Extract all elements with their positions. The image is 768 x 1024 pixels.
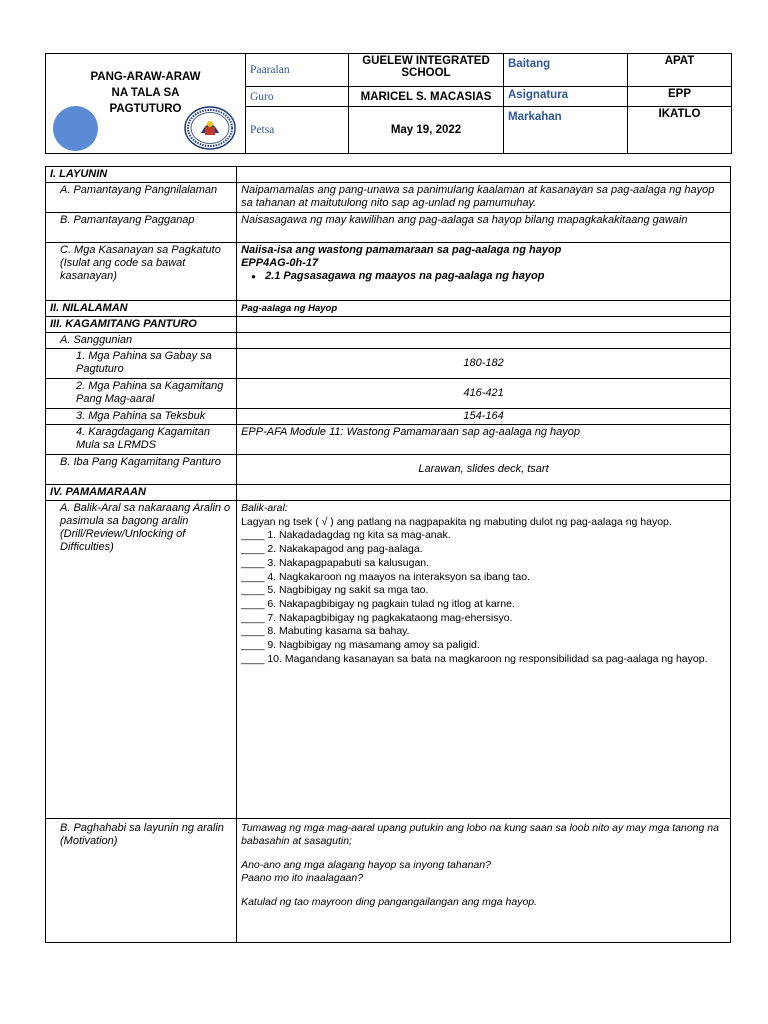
list-item: ____ 5. Nagbibigay ng sakit sa mga tao. [241,584,429,597]
asignatura-label: Asignatura [504,87,628,107]
balik-aral-label: A. Balik-Aral sa nakaraang Aralin o pasimula sa bagong aralin (Drill/Review/Unlocking of Difficulties) [46,501,237,819]
header-table [45,53,732,154]
section-kagamitan: III. KAGAMITANG PANTURO [46,317,237,333]
kasanayan-bullet: ● 2.1 Pagsasagawa ng maayos na pag-aalaga ng hayop [241,270,726,283]
petsa-value: May 19, 2022 [349,107,504,154]
list-item: ____ 10. Magandang kasanayan sa bata na magkaroon ng responsibilidad sa pag-aalaga ng hayop. [241,652,708,665]
baitang-label: Baitang [504,54,628,87]
petsa-label: Petsa [246,107,349,154]
motivation-line-3: Paano mo ito inaalagaan? [241,871,364,884]
list-item: ____ 4. Nagkakaroon ng maayos na interaksyon sa ibang tao. [241,570,531,583]
asignatura-value: EPP [628,87,732,107]
balik-aral-instruction: Lagyan ng tsek ( √ ) ang patlang na nagpapakita ng mabuting dulot ng pag-aalaga ng hayop. [241,515,672,528]
teksbuk-label: 3. Mga Pahina sa Teksbuk [46,409,237,425]
kasanayan-label: C. Mga Kasanayan sa Pagkatuto (Isulat ang code sa bawat kasanayan) [46,243,237,301]
pamantayang-pagganap-value: Naisasagawa ng may kawilihan ang pag-aalaga sa hayop bilang mapagkakakitaang gawain [237,213,731,243]
motivation-label: B. Paghahabi sa layunin ng aralin (Motivation) [46,819,237,943]
list-item: ____ 3. Nakapagpapabuti sa kalusugan. [241,556,430,569]
paaralan-label: Paaralan [246,54,349,87]
motivation-cell [237,819,731,943]
list-item: ____ 2. Nakakapagod ang pag-aalaga. [241,543,423,556]
page-title: PANG-ARAW-ARAW NA TALA SA PAGTUTURO [90,71,201,115]
list-item: ____ 6. Nakapagbibigay ng pagkain tulad ng itlog at karne. [241,597,515,610]
markahan-value: IKATLO [628,107,732,154]
blue-circle-logo [53,106,98,151]
section-nilalaman: II. NILALAMAN [46,301,237,317]
motivation-line-1: Tumawag ng mga mag-aaral upang putukin ang lobo na kung saan sa loob nito ay may mga tanong na babasahin at sasagutin; [241,822,719,847]
gabay-value: 180-182 [237,349,731,379]
header-title-cell [46,54,246,154]
list-item: ____ 7. Nakapagbibigay ng pagkakataong mag-ehersisyo. [241,611,513,624]
list-item: ____ 8. Mabuting kasama sa bahay. [241,625,410,638]
sanggunian-label: A. Sanggunian [46,333,237,349]
iba-pang-kagamitan-value: Larawan, slides deck, tsart [237,455,731,485]
kasanayan-cell [237,243,731,301]
section-layunin: I. LAYUNIN [46,167,237,183]
guro-label: Guro [246,87,349,107]
lrmds-label: 4. Karagdagang Kagamitan Mula sa LRMDS [46,425,237,455]
guro-value: MARICEL S. MACASIAS [349,87,504,107]
paaralan-value: GUELEW INTEGRATED SCHOOL [349,54,504,87]
list-item: ____ 9. Nagbibigay ng masamang amoy sa paligid. [241,639,480,652]
kagamitang-mag-aaral-value: 416-421 [237,379,731,409]
pamantayang-pangnilalaman-label: A. Pamantayang Pangnilalaman [46,183,237,213]
lesson-plan-table [45,166,731,943]
teksbuk-value: 154-164 [237,409,731,425]
pamantayang-pagganap-label: B. Pamantayang Pagganap [46,213,237,243]
baitang-value: APAT [628,54,732,87]
deped-seal-icon [183,105,237,151]
pamantayang-pangnilalaman-value: Naipamamalas ang pang-unawa sa panimulang kaalaman at kasanayan sa pag-aalaga ng hayop sa tahanan at maitutulong nito sap ag-unlad ng pamumuhay. [237,183,731,213]
kasanayan-code: EPP4AG-0h-17 [241,257,319,269]
kagamitang-mag-aaral-label: 2. Mga Pahina sa Kagamitang Pang Mag-aaral [46,379,237,409]
motivation-line-2: Ano-ano ang mga alagang hayop sa inyong tahanan? [241,859,491,871]
nilalaman-value: Pag-aalaga ng Hayop [237,301,731,317]
gabay-label: 1. Mga Pahina sa Gabay sa Pagtuturo [46,349,237,379]
motivation-line-4: Katulad ng tao mayroon ding pangangailangan ang mga hayop. [241,896,538,908]
iba-pang-kagamitan-label: B. Iba Pang Kagamitang Panturo [46,455,237,485]
markahan-label: Markahan [504,107,628,154]
section-pamamaraan: IV. PAMAMARAAN [46,485,237,501]
list-item: ____ 1. Nakadadagdag ng kita sa mag-anak. [241,529,451,542]
lrmds-value: EPP-AFA Module 11: Wastong Pamamaraan sap ag-aalaga ng hayop [237,425,731,455]
balik-aral-heading: Balik-aral: [241,502,288,514]
balik-aral-cell [237,501,731,819]
kasanayan-line-1: Naiisa-isa ang wastong pamamaraan sa pag-aalaga ng hayop [241,244,562,256]
